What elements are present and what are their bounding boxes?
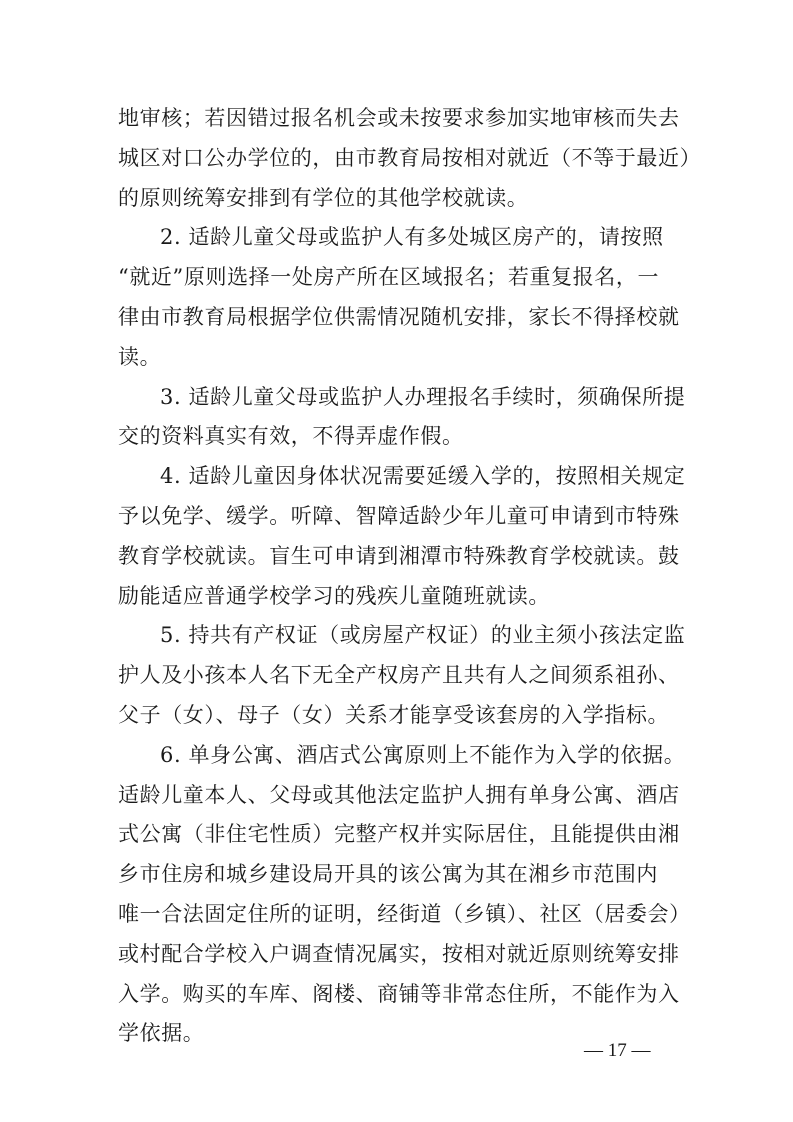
text-line: 或村配合学校入户调查情况属实，按相对就近原则统筹安排: [118, 941, 680, 966]
text-line: 予以免学、缓学。听障、智障适龄少年儿童可申请到市特殊: [118, 504, 680, 528]
text-line: 2. 适龄儿童父母或监护人有多处城区房产的，请按照: [160, 225, 664, 250]
text-line: 父子（女）、母子（女）关系才能享受该套房的入学指标。: [118, 703, 670, 727]
text-line: 护人及小孩本人名下无全产权房产且共有人之间须系祖孙、: [118, 663, 680, 688]
text-line: “就近”原则选择一处房产所在区域报名；若重复报名，一: [118, 265, 660, 290]
text-line: 入学。购买的车库、阁楼、商铺等非常态住所，不能作为入: [118, 981, 680, 1006]
text-line: 4. 适龄儿童因身体状况需要延缓入学的，按照相关规定: [160, 464, 686, 489]
page-number: — 17 —: [584, 1040, 651, 1061]
text-line: 6. 单身公寓、酒店式公寓原则上不能作为入学的依据。: [160, 742, 686, 767]
text-line: 地审核；若因错过报名机会或未按要求参加实地审核而失去: [118, 106, 680, 130]
text-line: 的原则统筹安排到有学位的其他学校就读。: [118, 185, 529, 210]
text-line: 学依据。: [118, 1021, 205, 1046]
text-line: 唯一合法固定住所的证明，经街道（乡镇）、社区（居委会）: [118, 902, 691, 926]
text-line: 适龄儿童本人、父母或其他法定监护人拥有单身公寓、酒店: [118, 782, 680, 807]
text-line: 励能适应普通学校学习的残疾儿童随班就读。: [118, 583, 550, 608]
text-line: 乡市住房和城乡建设局开具的该公寓为其在湘乡市范围内: [118, 862, 658, 887]
text-line: 交的资料真实有效，不得弄虚作假。: [118, 424, 464, 449]
text-line: 城区对口公办学位的，由市教育局按相对就近（不等于最近）: [118, 145, 702, 170]
text-line: 律由市教育局根据学位供需情况随机安排，家长不得择校就: [118, 305, 680, 329]
text-line: 读。: [118, 344, 162, 369]
text-line: 教育学校就读。盲生可申请到湘潭市特殊教育学校就读。鼓: [118, 543, 680, 568]
text-line: 式公寓（非住宅性质）完整产权并实际居住，且能提供由湘: [118, 822, 680, 847]
text-line: 3. 适龄儿童父母或监护人办理报名手续时，须确保所提: [160, 384, 686, 409]
text-line: 5. 持共有产权证（或房屋产权证）的业主须小孩法定监: [160, 623, 686, 648]
